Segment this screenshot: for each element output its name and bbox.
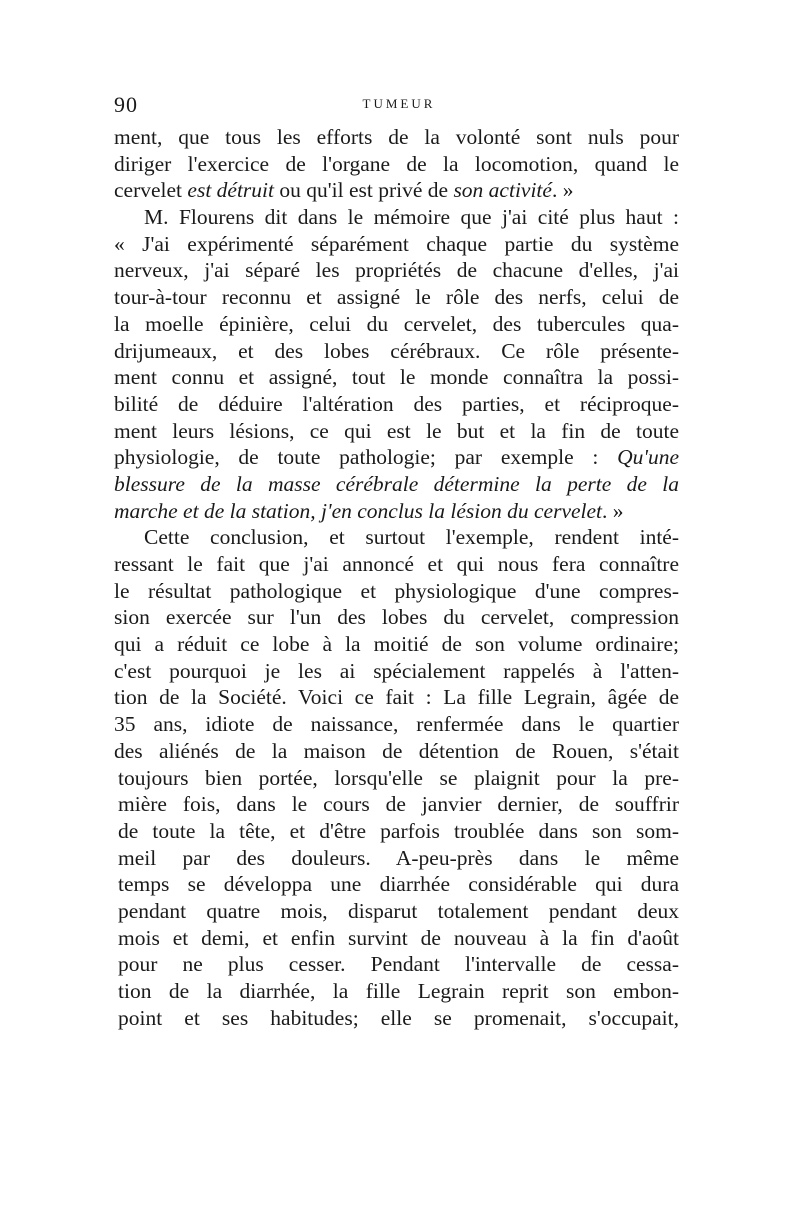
text-line: temps se développa une diarrhée considérable qui dura (118, 872, 679, 897)
text-line: nerveux, j'ai séparé les propriétés de chacune d'elles, j'ai (114, 258, 679, 283)
italic-phrase: son activité (453, 178, 552, 203)
text-line: sion exercée sur l'un des lobes du cervelet, compression (114, 605, 679, 630)
text-line: physiologie, de toute pathologie; par exemple : Qu'une (114, 445, 679, 470)
text-line: c'est pourquoi je les ai spécialement rappelés à l'atten- (114, 658, 679, 683)
text-line: qui a réduit ce lobe à la moitié de son volume ordinaire; (114, 632, 679, 657)
text-line: mière fois, dans le cours de janvier dernier, de souffrir (118, 792, 679, 817)
page-header (114, 92, 684, 118)
text-line: pour ne plus cesser. Pendant l'intervalle de cessa- (118, 952, 679, 977)
text-line: des aliénés de la maison de détention de Rouen, s'était (114, 738, 679, 763)
text-line: diriger l'exercice de l'organe de la locomotion, quand le (114, 151, 679, 176)
text-line: mois et demi, et enfin survint de nouveau à la fin d'août (118, 925, 679, 950)
italic-phrase: Qu'une (617, 445, 679, 470)
text-line: « J'ai expérimenté séparément chaque partie du système (114, 231, 679, 256)
text-line: toujours bien portée, lorsqu'elle se plaignit pour la pre- (118, 765, 679, 790)
text-line: la moelle épinière, celui du cervelet, des tubercules qua- (114, 311, 679, 336)
text-line: de toute la tête, et d'être parfois troublée dans son som- (118, 818, 679, 843)
text-line: tion de la diarrhée, la fille Legrain reprit son embon- (118, 979, 679, 1003)
text-line: ment, que tous les efforts de la volonté sont nuls pour (114, 125, 679, 149)
text-line: pendant quatre mois, disparut totalement pendant deux (118, 898, 679, 923)
text-line: point et ses habitudes; elle se promenait, s'occupait, (118, 1005, 679, 1030)
text-line: meil par des douleurs. A-peu-près dans le même (118, 845, 679, 870)
text-line: drijumeaux, et des lobes cérébraux. Ce rôle présente- (114, 338, 679, 363)
running-head: TUMEUR (362, 96, 436, 111)
text-line: ressant le fait que j'ai annoncé et qui nous fera connaître (114, 552, 679, 576)
text-line: 35 ans, idiote de naissance, renfermée dans le quartier (114, 712, 679, 737)
text-line: ment connu et assigné, tout le monde connaîtra la possi- (114, 365, 679, 390)
page-number: 90 (114, 92, 138, 117)
text-line: tour-à-tour reconnu et assigné le rôle des nerfs, celui de (114, 285, 679, 310)
text-line: M. Flourens dit dans le mémoire que j'ai cité plus haut : (144, 205, 679, 230)
text-line: cervelet est détruit ou qu'il est privé de son activité. » (114, 178, 574, 203)
text-line: blessure de la masse cérébrale détermine la perte de la (114, 471, 679, 496)
italic-phrase: est détruit (187, 178, 274, 203)
text-line: le résultat pathologique et physiologique d'une compres- (114, 578, 679, 603)
body-text (114, 124, 679, 1031)
text-line: tion de la Société. Voici ce fait : La fille Legrain, âgée de (114, 685, 679, 710)
text-line: bilité de déduire l'altération des parties, et réciproque- (114, 391, 679, 416)
italic-phrase: marche et de la station, j'en conclus la lésion du cervelet (114, 498, 603, 523)
text-line: ment leurs lésions, ce qui est le but et la fin de toute (114, 418, 679, 443)
text-line: Cette conclusion, et surtout l'exemple, rendent inté- (144, 525, 679, 550)
text-line: marche et de la station, j'en conclus la lésion du cervelet. » (114, 498, 624, 523)
